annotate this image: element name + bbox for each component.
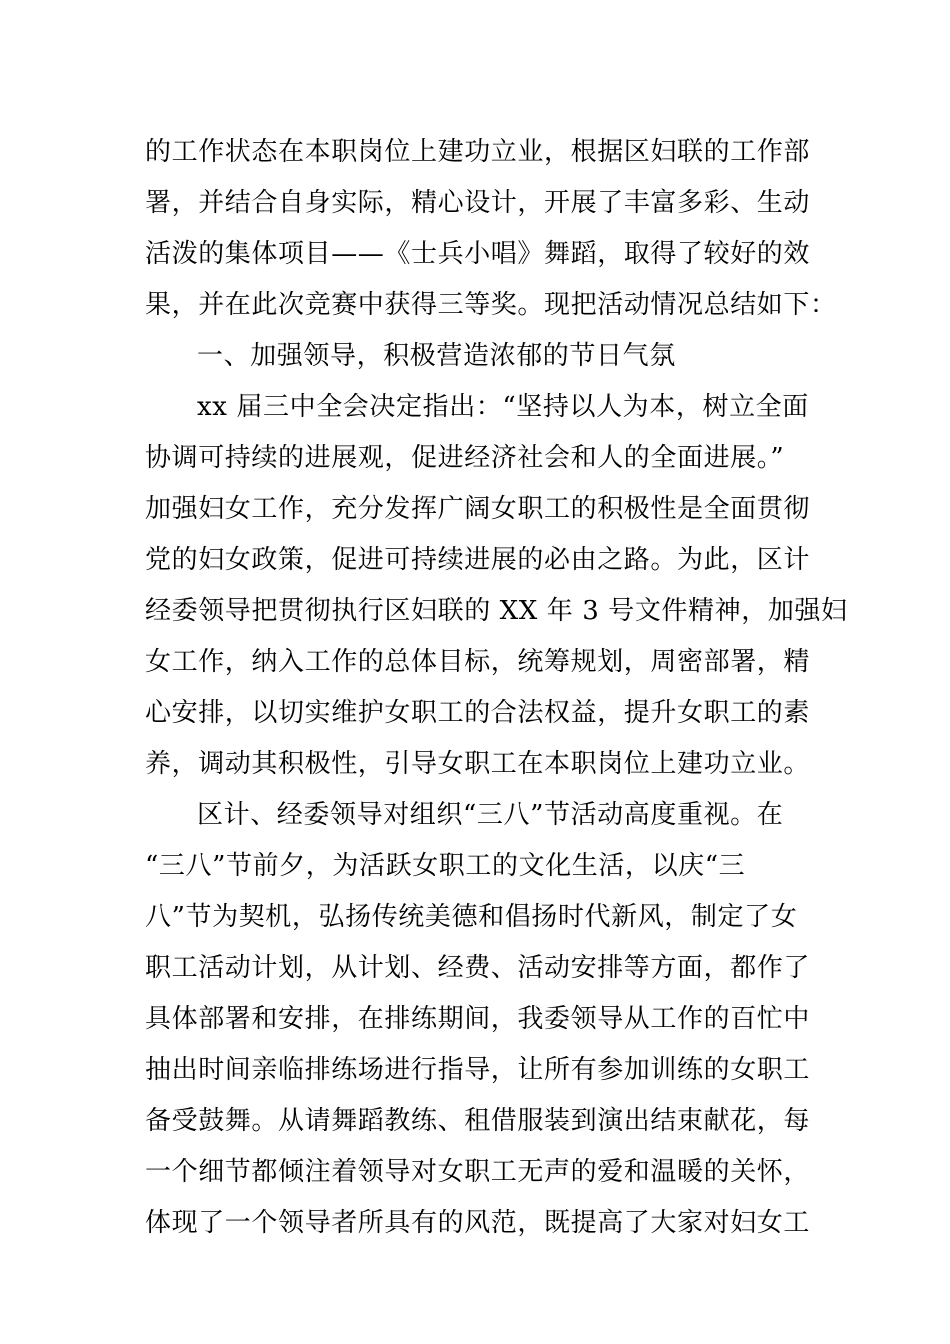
text-line: 备受鼓舞。从请舞蹈教练、租借服装到演出结束献花，每 [145, 1106, 811, 1136]
text-line: 协调可持续的进展观，促进经济社会和人的全面进展。” [145, 443, 785, 473]
text-line: 抽出时间亲临排练场进行指导，让所有参加训练的女职工 [145, 1055, 811, 1085]
text-line: “三八”节前夕，为活跃女职工的文化生活，以庆“三 [145, 851, 746, 881]
text-line: 区计、经委领导对组织“三八”节活动高度重视。在 [197, 800, 784, 830]
text-line: 一个细节都倾注着领导对女职工无声的爱和温暖的关怀， [145, 1157, 811, 1187]
text-line: 果，并在此次竞赛中获得三等奖。现把活动情况总结如下： [145, 290, 837, 320]
text-line: 具体部署和安排，在排练期间，我委领导从工作的百忙中 [145, 1004, 811, 1034]
text-line: 心安排，以切实维护女职工的合法权益，提升女职工的素 [145, 698, 811, 728]
text-line: 加强妇女工作，充分发挥广阔女职工的积极性是全面贯彻 [145, 494, 811, 524]
text-line: 党的妇女政策，促进可持续进展的必由之路。为此，区计 [145, 545, 811, 575]
text-line: 署，并结合自身实际，精心设计，开展了丰富多彩、生动 [145, 188, 811, 218]
text-line: 职工活动计划，从计划、经费、活动安排等方面，都作了 [145, 953, 811, 983]
text-line: 养，调动其积极性，引导女职工在本职岗位上建功立业。 [145, 749, 811, 779]
text-line: 八”节为契机，弘扬传统美德和倡扬时代新风，制定了女 [145, 902, 798, 932]
text-line: 经委领导把贯彻执行区妇联的 XX 年 3 号文件精神，加强妇 [145, 596, 848, 626]
section-heading: 一、加强领导，积极营造浓郁的节日气氛 [197, 341, 676, 371]
text-line: 体现了一个领导者所具有的风范，既提高了大家对妇女工 [145, 1208, 811, 1238]
text-line: 的工作状态在本职岗位上建功立业，根据区妇联的工作部 [145, 137, 811, 167]
text-line: 活泼的集体项目——《士兵小唱》舞蹈，取得了较好的效 [145, 239, 811, 269]
text-line: 女工作，纳入工作的总体目标，统筹规划，周密部署，精 [145, 647, 811, 677]
text-line: xx 届三中全会决定指出：“坚持以人为本，树立全面 [197, 392, 809, 422]
